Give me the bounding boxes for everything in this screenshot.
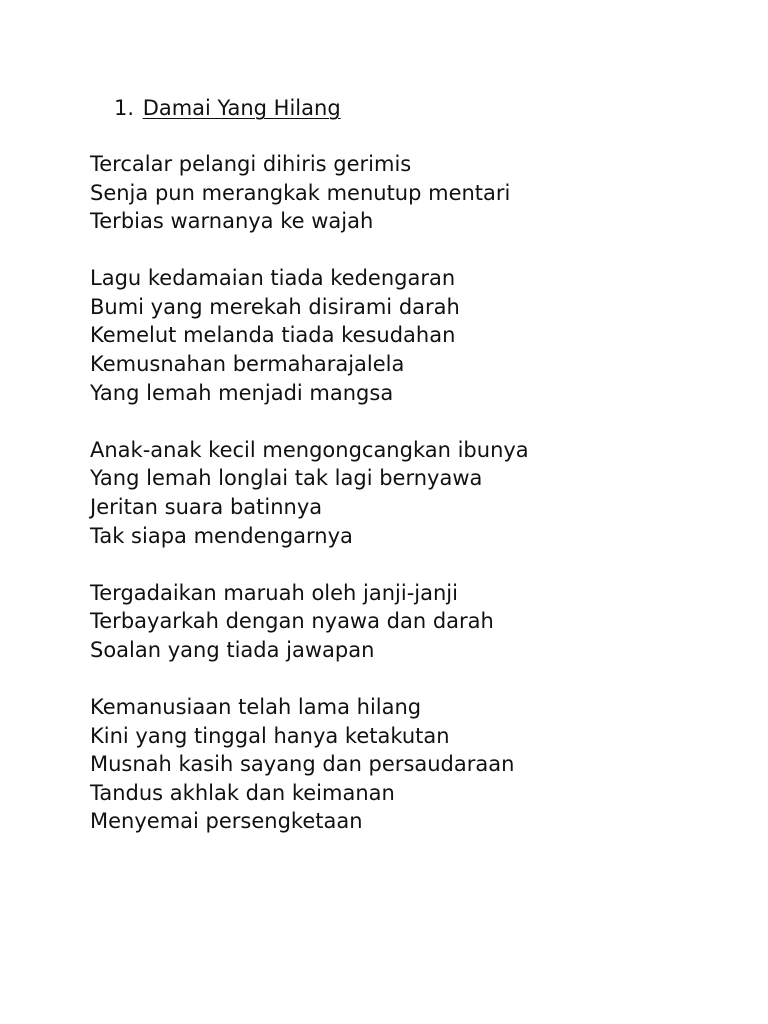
poem-line: Bumi yang merekah disirami darah bbox=[90, 294, 460, 319]
poem-line: Tandus akhlak dan keimanan bbox=[90, 780, 395, 805]
poem-line: Terbias warnanya ke wajah bbox=[90, 209, 374, 234]
poem-line: Senja pun merangkak menutup mentari bbox=[90, 180, 511, 205]
poem-line: Anak-anak kecil mengongcangkan ibunya bbox=[90, 437, 529, 462]
poem-line: Yang lemah longlai tak lagi bernyawa bbox=[90, 466, 483, 491]
poem-line: Lagu kedamaian tiada kedengaran bbox=[90, 266, 456, 291]
poem-line: Tak siapa mendengarnya bbox=[90, 523, 353, 548]
poem-title: Damai Yang Hilang bbox=[142, 96, 341, 120]
stanza-1 bbox=[90, 150, 750, 236]
poem-line: Jeritan suara batinnya bbox=[90, 494, 323, 519]
poem-line: Kemusnahan bermaharajalela bbox=[90, 352, 405, 377]
poem-line: Kini yang tinggal hanya ketakutan bbox=[90, 723, 450, 748]
stanza-3 bbox=[90, 436, 750, 550]
poem-line: Yang lemah menjadi mangsa bbox=[90, 380, 394, 405]
poem-title-row bbox=[114, 94, 341, 122]
list-number: 1. bbox=[114, 96, 135, 120]
poem-body bbox=[90, 150, 750, 864]
poem-line: Musnah kasih sayang dan persaudaraan bbox=[90, 752, 515, 777]
poem-line: Soalan yang tiada jawapan bbox=[90, 637, 375, 662]
poem-line: Kemelut melanda tiada kesudahan bbox=[90, 323, 456, 348]
poem-line: Menyemai persengketaan bbox=[90, 809, 363, 834]
poem-line: Tergadaikan maruah oleh janji-janji bbox=[90, 580, 458, 605]
poem-line: Tercalar pelangi dihiris gerimis bbox=[90, 152, 412, 176]
stanza-2 bbox=[90, 264, 750, 407]
stanza-4 bbox=[90, 579, 750, 665]
stanza-5 bbox=[90, 693, 750, 836]
poem-line: Terbayarkah dengan nyawa dan darah bbox=[90, 609, 494, 634]
poem-line: Kemanusiaan telah lama hilang bbox=[90, 694, 422, 719]
